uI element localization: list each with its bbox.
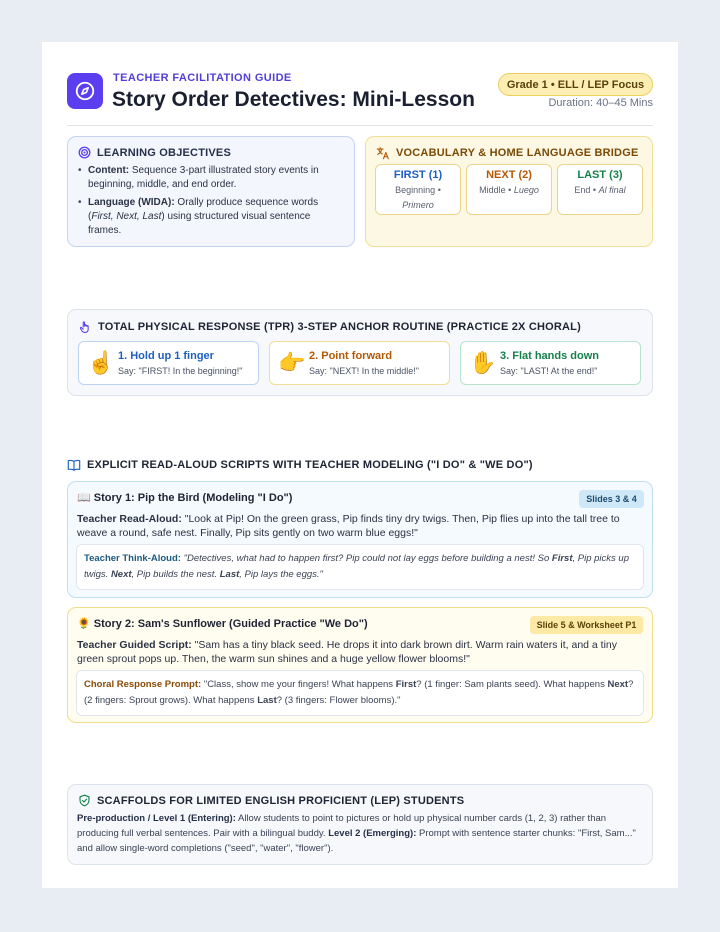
scaffolds-heading: [78, 794, 464, 807]
tpr-step-say: Say: "FIRST! In the beginning!": [118, 366, 243, 376]
think-text-part: , Pip lays the eggs.": [239, 569, 323, 580]
script-text: "Look at Pip! On the green grass, Pip finds tiny dry twigs. Then, Pip flies up into the tall tree to weave a round, safe nest. Finally, Pip sits gently on two warm blue eggs!": [77, 513, 620, 539]
objective-text: ) using structured visual sentence frames.: [88, 211, 311, 236]
sequence-word: Next: [607, 679, 629, 690]
choral-text-part: ? (1 finger: Sam plants seed). What happens: [416, 679, 608, 690]
vocab-translation: [558, 183, 642, 198]
vocab-spanish: Luego: [513, 185, 539, 195]
scaffolds-heading-text: SCAFFOLDS FOR LIMITED ENGLISH PROFICIENT (LEP) STUDENTS: [97, 794, 465, 807]
sequence-word: First: [395, 679, 417, 690]
choral-text-part: ? (2 fingers: Sprout grows). What happens: [84, 679, 634, 706]
sunflower-emoji-icon: 🌻: [77, 618, 91, 630]
tpr-heading: [78, 320, 581, 334]
book-emoji-icon: 📖: [77, 492, 91, 504]
think-aloud-label: Teacher Think-Aloud:: [84, 553, 181, 564]
vocab-card-first: [375, 164, 461, 215]
choral-text-part: ? (3 fingers: Flower blooms).": [276, 695, 401, 706]
guide-kicker: TEACHER FACILITATION GUIDE: [113, 72, 292, 84]
learning-objectives-panel: [67, 136, 355, 247]
raised-hand-icon: ✋: [469, 350, 497, 375]
tpr-step-say: Say: "LAST! At the end!": [500, 366, 598, 376]
scaffolds-text: [77, 811, 641, 856]
tpr-routine-panel: [67, 309, 653, 396]
finger-up-icon: ☝️: [87, 350, 115, 375]
header-divider: [67, 125, 653, 126]
story-1-slide-badge: Slides 3 & 4: [579, 490, 644, 508]
story-1-title: [77, 491, 292, 504]
scaffold-level-1-label: Pre-production / Level 1 (Entering):: [77, 813, 236, 824]
think-text-part: "Detectives, what had to happen first? Pip could not lay eggs before building a nest! So: [180, 553, 552, 564]
open-book-icon: [67, 458, 81, 472]
think-text-part: , Pip picks up twigs.: [84, 553, 629, 580]
vocab-spanish: Primero: [402, 200, 434, 210]
vocabulary-heading-text: VOCABULARY & HOME LANGUAGE BRIDGE: [396, 147, 639, 159]
scaffolds-panel: [67, 784, 653, 865]
objective-label: Content:: [88, 165, 130, 176]
vocab-english: Middle •: [479, 185, 512, 195]
vocab-translation: [467, 183, 551, 198]
objectives-list: [78, 164, 346, 242]
sequence-word: Next: [110, 569, 132, 580]
target-icon: [78, 146, 91, 159]
tpr-heading-text: TOTAL PHYSICAL RESPONSE (TPR) 3-STEP ANCHOR ROUTINE (PRACTICE 2X CHORAL): [98, 321, 581, 333]
vocab-translation: [376, 183, 460, 213]
scaffold-level-2-label: Level 2 (Emerging):: [328, 828, 417, 839]
grade-badge: Grade 1 • ELL / LEP Focus: [498, 73, 653, 96]
tpr-step-label: 1. Hold up 1 finger: [118, 350, 214, 362]
translate-icon: [376, 146, 390, 160]
script-text: "Sam has a tiny black seed. He drops it into dark brown dirt. Warm rain waters it, and a tiny green sprout pops up. Then, the warm sun shines and a huge yellow flower blooms!": [77, 639, 618, 665]
story-2-title-text: Story 2: Sam's Sunflower (Guided Practice "We Do"): [93, 618, 368, 630]
compass-icon: [67, 73, 103, 109]
story-1-title-text: Story 1: Pip the Bird (Modeling "I Do"): [93, 492, 293, 504]
choral-label: Choral Response Prompt:: [84, 679, 202, 690]
vocab-card-last: [557, 164, 643, 215]
story-1-card: [67, 481, 653, 598]
script-label: Teacher Guided Script:: [77, 639, 192, 651]
tpr-step-say: Say: "NEXT! In the middle!": [309, 366, 419, 376]
sequence-words: First, Next, Last: [91, 211, 162, 222]
objective-label: Language (WIDA):: [88, 197, 175, 208]
vocab-word: FIRST (1): [393, 169, 443, 181]
hand-pointer-icon: [78, 320, 92, 334]
objective-item: [78, 196, 346, 238]
sequence-word: Last: [219, 569, 240, 580]
objective-item: [78, 164, 346, 192]
lesson-page: [42, 42, 678, 888]
duration-label: Duration: 40–45 Mins: [548, 97, 653, 109]
objectives-heading: [78, 146, 231, 159]
sequence-word: First: [551, 553, 573, 564]
tpr-step-label: 3. Flat hands down: [500, 350, 600, 362]
tpr-step-3: [460, 341, 641, 385]
tpr-step-1: [78, 341, 259, 385]
choral-text-part: "Class, show me your fingers! What happens: [201, 679, 396, 690]
read-aloud-heading: [67, 458, 533, 472]
point-right-icon: 👉: [278, 350, 306, 375]
page-title: Story Order Detectives: Mini-Lesson: [112, 88, 475, 111]
objectives-heading-text: LEARNING OBJECTIVES: [97, 146, 231, 159]
sequence-word: Last: [257, 695, 277, 706]
choral-response-box: [76, 670, 644, 716]
story-2-title: [77, 617, 368, 630]
shield-check-icon: [78, 794, 91, 807]
vocab-card-next: [466, 164, 552, 215]
vocab-spanish: Al final: [598, 185, 626, 195]
vocabulary-heading: [376, 146, 639, 160]
story-1-script: [77, 512, 643, 540]
vocab-word: LAST (3): [577, 169, 623, 181]
story-2-slide-badge: Slide 5 & Worksheet P1: [530, 616, 643, 634]
tpr-step-2: [269, 341, 450, 385]
objective-text: Orally produce sequence words (: [88, 197, 319, 222]
scaffold-level-2-text: Prompt with sentence starter chunks: "First, Sam..." and allow single-word completions ("seed", "water", "flower").: [77, 828, 636, 854]
vocabulary-panel: [365, 136, 653, 247]
story-2-script: [77, 638, 643, 666]
objective-text: Sequence 3-part illustrated story events in beginning, middle, and end order.: [88, 165, 319, 190]
tpr-step-label: 2. Point forward: [309, 350, 393, 362]
vocab-english: Beginning •: [395, 185, 441, 195]
vocab-english: End •: [574, 185, 597, 195]
think-text-part: , Pip builds the nest.: [131, 569, 220, 580]
think-aloud-box: [76, 544, 644, 590]
scaffold-level-1-text: Allow students to point to pictures or hold up physical number cards (1, 2, 3) rather than producing full verbal sentences. Pair with a bilingual buddy.: [77, 813, 607, 839]
story-2-card: [67, 607, 653, 723]
vocab-word: NEXT (2): [486, 169, 532, 181]
read-aloud-heading-text: EXPLICIT READ-ALOUD SCRIPTS WITH TEACHER MODELING ("I DO" & "WE DO"): [87, 459, 533, 471]
script-label: Teacher Read-Aloud:: [77, 513, 182, 525]
